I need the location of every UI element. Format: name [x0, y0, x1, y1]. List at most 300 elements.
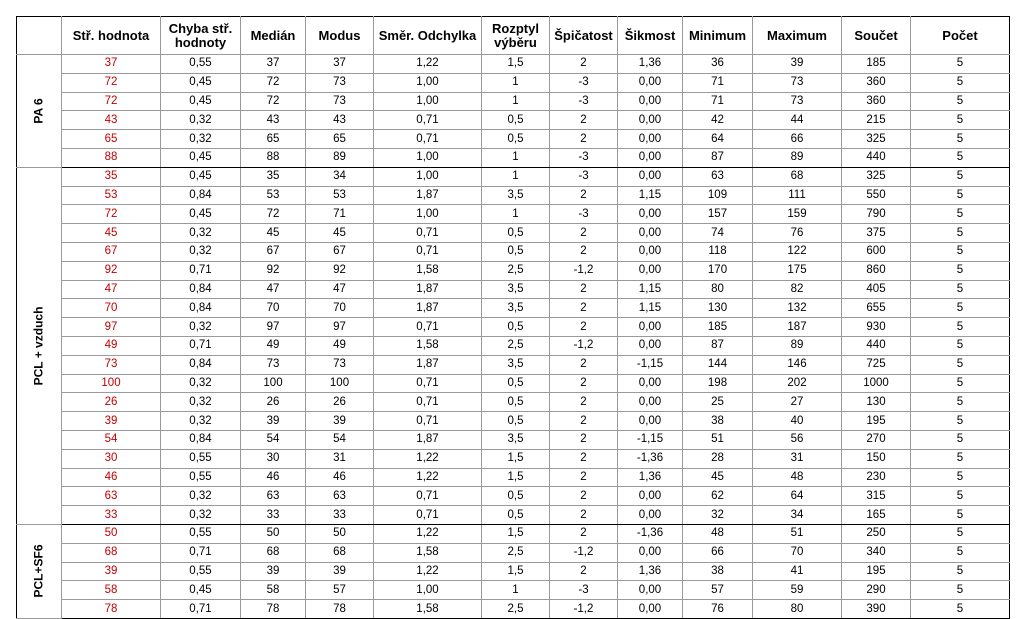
table-header [17, 17, 1010, 55]
cell-kurtosis: 2 [550, 55, 618, 74]
cell-minimum: 185 [683, 318, 753, 337]
table-row [17, 468, 1010, 487]
cell-mean-error: 0,32 [161, 412, 241, 431]
cell-maximum: 89 [753, 336, 842, 355]
cell-kurtosis: 2 [550, 224, 618, 243]
cell-median: 53 [241, 186, 306, 205]
cell-skewness: 0,00 [618, 412, 683, 431]
cell-mode: 43 [306, 111, 374, 130]
cell-variance: 0,5 [482, 111, 550, 130]
cell-minimum: 80 [683, 280, 753, 299]
cell-std-dev: 1,58 [374, 261, 482, 280]
cell-maximum: 80 [753, 600, 842, 619]
cell-std-dev: 1,87 [374, 430, 482, 449]
cell-mode: 45 [306, 224, 374, 243]
cell-count: 5 [911, 55, 1010, 74]
cell-count: 5 [911, 468, 1010, 487]
cell-mean-error: 0,32 [161, 318, 241, 337]
cell-minimum: 118 [683, 242, 753, 261]
cell-variance: 3,5 [482, 299, 550, 318]
cell-maximum: 39 [753, 55, 842, 74]
header-maximum: Maximum [753, 17, 842, 55]
cell-mean: 92 [62, 261, 161, 280]
cell-mean-error: 0,45 [161, 167, 241, 186]
group-label: PCL + vzduch [31, 306, 46, 386]
cell-kurtosis: 2 [550, 280, 618, 299]
cell-variance: 1,5 [482, 449, 550, 468]
cell-sum: 130 [842, 393, 911, 412]
cell-mean-error: 0,55 [161, 524, 241, 543]
cell-sum: 195 [842, 562, 911, 581]
cell-median: 65 [241, 130, 306, 149]
cell-minimum: 157 [683, 205, 753, 224]
header-corner [17, 17, 62, 55]
cell-minimum: 25 [683, 393, 753, 412]
cell-maximum: 27 [753, 393, 842, 412]
cell-std-dev: 0,71 [374, 487, 482, 506]
cell-maximum: 159 [753, 205, 842, 224]
cell-kurtosis: 2 [550, 449, 618, 468]
cell-kurtosis: 2 [550, 393, 618, 412]
cell-minimum: 170 [683, 261, 753, 280]
table-row [17, 581, 1010, 600]
cell-maximum: 76 [753, 224, 842, 243]
cell-skewness: 0,00 [618, 224, 683, 243]
cell-std-dev: 0,71 [374, 130, 482, 149]
cell-median: 49 [241, 336, 306, 355]
cell-mean: 54 [62, 430, 161, 449]
cell-mean-error: 0,45 [161, 581, 241, 600]
cell-sum: 215 [842, 111, 911, 130]
cell-sum: 195 [842, 412, 911, 431]
table-row [17, 224, 1010, 243]
cell-kurtosis: 2 [550, 111, 618, 130]
cell-mean: 88 [62, 148, 161, 167]
table-row [17, 205, 1010, 224]
cell-kurtosis: -1,2 [550, 600, 618, 619]
header-count: Počet [911, 17, 1010, 55]
cell-std-dev: 1,58 [374, 543, 482, 562]
cell-sum: 860 [842, 261, 911, 280]
cell-std-dev: 1,00 [374, 167, 482, 186]
cell-maximum: 34 [753, 506, 842, 525]
cell-count: 5 [911, 92, 1010, 111]
cell-std-dev: 1,00 [374, 581, 482, 600]
table-row [17, 111, 1010, 130]
cell-kurtosis: 2 [550, 430, 618, 449]
cell-mode: 47 [306, 280, 374, 299]
cell-sum: 440 [842, 336, 911, 355]
table-row [17, 600, 1010, 619]
cell-std-dev: 1,58 [374, 336, 482, 355]
cell-maximum: 132 [753, 299, 842, 318]
table-row [17, 92, 1010, 111]
cell-skewness: 0,00 [618, 92, 683, 111]
header-skewness: Šikmost [618, 17, 683, 55]
cell-mean-error: 0,32 [161, 111, 241, 130]
cell-mean: 63 [62, 487, 161, 506]
cell-std-dev: 1,22 [374, 468, 482, 487]
cell-count: 5 [911, 487, 1010, 506]
table-row [17, 73, 1010, 92]
cell-mean: 53 [62, 186, 161, 205]
cell-skewness: 1,15 [618, 299, 683, 318]
cell-kurtosis: -1,2 [550, 543, 618, 562]
cell-sum: 360 [842, 73, 911, 92]
table-row [17, 280, 1010, 299]
cell-count: 5 [911, 543, 1010, 562]
cell-median: 67 [241, 242, 306, 261]
cell-maximum: 187 [753, 318, 842, 337]
header-kurtosis: Špičatost [550, 17, 618, 55]
cell-median: 47 [241, 280, 306, 299]
cell-count: 5 [911, 449, 1010, 468]
cell-variance: 1,5 [482, 524, 550, 543]
cell-maximum: 41 [753, 562, 842, 581]
cell-mean: 65 [62, 130, 161, 149]
cell-median: 100 [241, 374, 306, 393]
cell-mode: 97 [306, 318, 374, 337]
cell-mean-error: 0,45 [161, 148, 241, 167]
table-row [17, 487, 1010, 506]
cell-sum: 325 [842, 167, 911, 186]
cell-std-dev: 0,71 [374, 374, 482, 393]
cell-mode: 54 [306, 430, 374, 449]
cell-count: 5 [911, 73, 1010, 92]
cell-median: 39 [241, 412, 306, 431]
cell-sum: 185 [842, 55, 911, 74]
cell-skewness: 0,00 [618, 148, 683, 167]
cell-std-dev: 1,87 [374, 186, 482, 205]
cell-kurtosis: 2 [550, 318, 618, 337]
cell-std-dev: 1,00 [374, 92, 482, 111]
cell-mean: 39 [62, 412, 161, 431]
cell-std-dev: 1,22 [374, 524, 482, 543]
cell-minimum: 63 [683, 167, 753, 186]
cell-mean-error: 0,32 [161, 393, 241, 412]
group-label: PCL+SF6 [31, 544, 46, 598]
cell-median: 88 [241, 148, 306, 167]
cell-sum: 390 [842, 600, 911, 619]
cell-count: 5 [911, 393, 1010, 412]
cell-maximum: 51 [753, 524, 842, 543]
cell-variance: 3,5 [482, 280, 550, 299]
cell-std-dev: 1,87 [374, 355, 482, 374]
cell-skewness: 1,36 [618, 55, 683, 74]
cell-skewness: 0,00 [618, 242, 683, 261]
cell-mean: 72 [62, 73, 161, 92]
cell-mean: 39 [62, 562, 161, 581]
cell-variance: 3,5 [482, 186, 550, 205]
table-row [17, 167, 1010, 186]
cell-count: 5 [911, 412, 1010, 431]
cell-minimum: 45 [683, 468, 753, 487]
cell-skewness: 0,00 [618, 487, 683, 506]
cell-mean: 100 [62, 374, 161, 393]
cell-median: 43 [241, 111, 306, 130]
cell-mode: 50 [306, 524, 374, 543]
cell-mean: 72 [62, 205, 161, 224]
cell-minimum: 32 [683, 506, 753, 525]
cell-sum: 340 [842, 543, 911, 562]
cell-variance: 0,5 [482, 506, 550, 525]
cell-mean-error: 0,84 [161, 430, 241, 449]
table-row [17, 261, 1010, 280]
cell-variance: 2,5 [482, 336, 550, 355]
cell-median: 78 [241, 600, 306, 619]
cell-sum: 550 [842, 186, 911, 205]
table-row [17, 55, 1010, 74]
cell-mode: 73 [306, 92, 374, 111]
table-row [17, 186, 1010, 205]
cell-count: 5 [911, 524, 1010, 543]
cell-mean-error: 0,32 [161, 487, 241, 506]
cell-count: 5 [911, 430, 1010, 449]
cell-count: 5 [911, 224, 1010, 243]
cell-variance: 1,5 [482, 55, 550, 74]
cell-variance: 1 [482, 148, 550, 167]
cell-mode: 39 [306, 562, 374, 581]
cell-kurtosis: 2 [550, 487, 618, 506]
cell-std-dev: 1,22 [374, 449, 482, 468]
cell-minimum: 109 [683, 186, 753, 205]
cell-maximum: 122 [753, 242, 842, 261]
cell-count: 5 [911, 111, 1010, 130]
cell-minimum: 38 [683, 412, 753, 431]
cell-skewness: -1,15 [618, 355, 683, 374]
cell-skewness: 0,00 [618, 543, 683, 562]
cell-median: 73 [241, 355, 306, 374]
cell-maximum: 44 [753, 111, 842, 130]
cell-kurtosis: 2 [550, 130, 618, 149]
cell-skewness: 0,00 [618, 318, 683, 337]
cell-mode: 46 [306, 468, 374, 487]
cell-sum: 270 [842, 430, 911, 449]
cell-mean: 97 [62, 318, 161, 337]
cell-sum: 375 [842, 224, 911, 243]
cell-mode: 34 [306, 167, 374, 186]
cell-mean: 49 [62, 336, 161, 355]
cell-mean-error: 0,32 [161, 242, 241, 261]
cell-std-dev: 0,71 [374, 318, 482, 337]
cell-mean-error: 0,45 [161, 92, 241, 111]
cell-mean-error: 0,55 [161, 449, 241, 468]
cell-maximum: 73 [753, 92, 842, 111]
cell-mean-error: 0,84 [161, 299, 241, 318]
cell-maximum: 202 [753, 374, 842, 393]
cell-count: 5 [911, 336, 1010, 355]
cell-sum: 315 [842, 487, 911, 506]
table-row [17, 543, 1010, 562]
cell-minimum: 71 [683, 92, 753, 111]
table-row [17, 318, 1010, 337]
cell-mode: 37 [306, 55, 374, 74]
cell-skewness: -1,36 [618, 524, 683, 543]
cell-variance: 0,5 [482, 393, 550, 412]
cell-mean: 67 [62, 242, 161, 261]
cell-sum: 250 [842, 524, 911, 543]
cell-skewness: 0,00 [618, 111, 683, 130]
cell-minimum: 62 [683, 487, 753, 506]
cell-mean-error: 0,45 [161, 205, 241, 224]
cell-variance: 1 [482, 73, 550, 92]
cell-minimum: 130 [683, 299, 753, 318]
cell-sum: 790 [842, 205, 911, 224]
cell-count: 5 [911, 167, 1010, 186]
cell-sum: 360 [842, 92, 911, 111]
cell-skewness: 0,00 [618, 506, 683, 525]
cell-mode: 73 [306, 355, 374, 374]
cell-count: 5 [911, 205, 1010, 224]
cell-sum: 930 [842, 318, 911, 337]
header-variance: Rozptyl výběru [482, 17, 550, 55]
cell-mean: 26 [62, 393, 161, 412]
cell-variance: 1,5 [482, 562, 550, 581]
cell-minimum: 28 [683, 449, 753, 468]
table-row [17, 130, 1010, 149]
group-label-cell [17, 55, 62, 168]
cell-std-dev: 0,71 [374, 412, 482, 431]
cell-std-dev: 0,71 [374, 506, 482, 525]
cell-minimum: 57 [683, 581, 753, 600]
cell-median: 63 [241, 487, 306, 506]
cell-mode: 89 [306, 148, 374, 167]
cell-mode: 67 [306, 242, 374, 261]
cell-mode: 70 [306, 299, 374, 318]
cell-sum: 725 [842, 355, 911, 374]
cell-mean: 68 [62, 543, 161, 562]
cell-variance: 1 [482, 167, 550, 186]
cell-minimum: 36 [683, 55, 753, 74]
cell-mean: 78 [62, 600, 161, 619]
cell-mean-error: 0,32 [161, 506, 241, 525]
table-row [17, 336, 1010, 355]
cell-maximum: 89 [753, 148, 842, 167]
header-mean: Stř. hodnota [62, 17, 161, 55]
cell-maximum: 48 [753, 468, 842, 487]
header-mean-error: Chyba stř. hodnoty [161, 17, 241, 55]
cell-variance: 1 [482, 205, 550, 224]
cell-mode: 92 [306, 261, 374, 280]
cell-median: 54 [241, 430, 306, 449]
cell-count: 5 [911, 261, 1010, 280]
table-row [17, 562, 1010, 581]
cell-kurtosis: -1,2 [550, 336, 618, 355]
table-row [17, 524, 1010, 543]
cell-variance: 0,5 [482, 318, 550, 337]
cell-kurtosis: -3 [550, 205, 618, 224]
cell-median: 30 [241, 449, 306, 468]
cell-count: 5 [911, 374, 1010, 393]
cell-median: 46 [241, 468, 306, 487]
cell-minimum: 51 [683, 430, 753, 449]
cell-mean-error: 0,84 [161, 355, 241, 374]
cell-count: 5 [911, 186, 1010, 205]
cell-median: 45 [241, 224, 306, 243]
header-median: Medián [241, 17, 306, 55]
statistics-table [16, 16, 1010, 619]
cell-mean-error: 0,71 [161, 336, 241, 355]
cell-mode: 53 [306, 186, 374, 205]
cell-skewness: 0,00 [618, 167, 683, 186]
cell-sum: 230 [842, 468, 911, 487]
cell-kurtosis: 2 [550, 299, 618, 318]
cell-mean-error: 0,71 [161, 600, 241, 619]
cell-variance: 2,5 [482, 261, 550, 280]
cell-kurtosis: -3 [550, 581, 618, 600]
cell-mean: 35 [62, 167, 161, 186]
cell-kurtosis: 2 [550, 355, 618, 374]
cell-sum: 440 [842, 148, 911, 167]
cell-minimum: 66 [683, 543, 753, 562]
cell-maximum: 70 [753, 543, 842, 562]
cell-skewness: 1,36 [618, 562, 683, 581]
cell-median: 35 [241, 167, 306, 186]
cell-mean-error: 0,71 [161, 261, 241, 280]
cell-count: 5 [911, 600, 1010, 619]
cell-mode: 26 [306, 393, 374, 412]
cell-kurtosis: 2 [550, 506, 618, 525]
cell-median: 70 [241, 299, 306, 318]
cell-sum: 600 [842, 242, 911, 261]
cell-count: 5 [911, 280, 1010, 299]
cell-std-dev: 0,71 [374, 242, 482, 261]
cell-skewness: 0,00 [618, 205, 683, 224]
cell-kurtosis: -3 [550, 167, 618, 186]
cell-mean: 58 [62, 581, 161, 600]
cell-skewness: 1,15 [618, 280, 683, 299]
cell-mean-error: 0,32 [161, 224, 241, 243]
cell-skewness: 1,15 [618, 186, 683, 205]
cell-kurtosis: -1,2 [550, 261, 618, 280]
cell-variance: 3,5 [482, 430, 550, 449]
cell-variance: 0,5 [482, 374, 550, 393]
header-sum: Součet [842, 17, 911, 55]
cell-mean: 50 [62, 524, 161, 543]
table-body [17, 55, 1010, 619]
cell-std-dev: 1,87 [374, 280, 482, 299]
cell-median: 58 [241, 581, 306, 600]
cell-mean: 30 [62, 449, 161, 468]
cell-mean-error: 0,55 [161, 562, 241, 581]
cell-variance: 1 [482, 581, 550, 600]
cell-maximum: 82 [753, 280, 842, 299]
cell-count: 5 [911, 506, 1010, 525]
cell-mean: 33 [62, 506, 161, 525]
cell-mean-error: 0,84 [161, 186, 241, 205]
cell-variance: 0,5 [482, 487, 550, 506]
cell-mean-error: 0,55 [161, 55, 241, 74]
cell-kurtosis: 2 [550, 524, 618, 543]
cell-maximum: 31 [753, 449, 842, 468]
table-row [17, 430, 1010, 449]
cell-skewness: 0,00 [618, 261, 683, 280]
cell-minimum: 64 [683, 130, 753, 149]
cell-median: 68 [241, 543, 306, 562]
cell-variance: 0,5 [482, 130, 550, 149]
cell-mean: 47 [62, 280, 161, 299]
cell-mode: 65 [306, 130, 374, 149]
cell-median: 97 [241, 318, 306, 337]
cell-sum: 1000 [842, 374, 911, 393]
cell-mode: 63 [306, 487, 374, 506]
cell-count: 5 [911, 318, 1010, 337]
cell-mean-error: 0,55 [161, 468, 241, 487]
cell-count: 5 [911, 148, 1010, 167]
cell-maximum: 40 [753, 412, 842, 431]
cell-minimum: 87 [683, 336, 753, 355]
table-row [17, 506, 1010, 525]
